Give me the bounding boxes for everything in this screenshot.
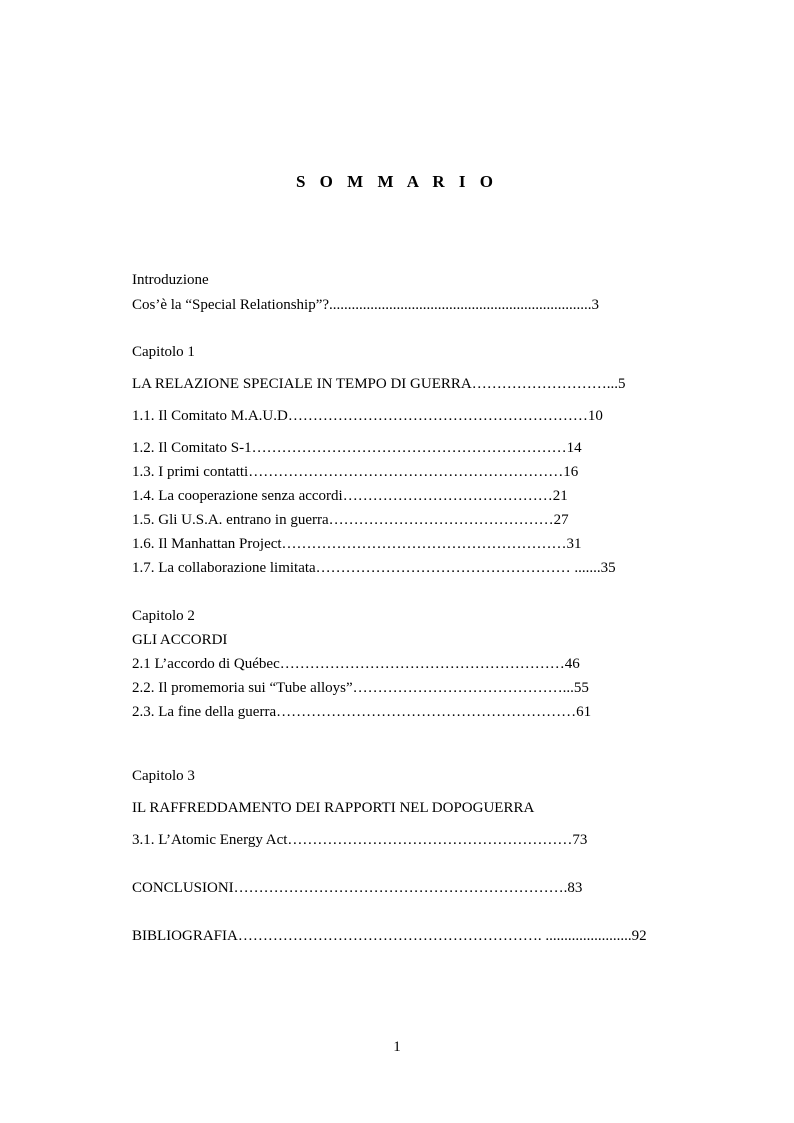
- toc-entry-conclusions[interactable]: CONCLUSIONI………………………………………………………….83: [132, 880, 583, 896]
- toc-entry-intro[interactable]: Cos’è la “Special Relationship”?......................................................................3: [132, 297, 600, 313]
- chapter-2-heading: Capitolo 2: [132, 608, 195, 624]
- toc-entry-1-2[interactable]: 1.2. Il Comitato S-1………………………………………………………14: [132, 440, 582, 456]
- toc-entry-1-1[interactable]: 1.1. Il Comitato M.A.U.D……………………………………………………10: [132, 408, 603, 424]
- toc-entry-bibliography[interactable]: BIBLIOGRAFIA……………………………………………………. .......................92: [132, 928, 647, 944]
- page-title: S O M M A R I O: [295, 172, 499, 191]
- toc-entry-1-4[interactable]: 1.4. La cooperazione senza accordi……………………………………21: [132, 488, 568, 504]
- toc-entry-3-1[interactable]: 3.1. L’Atomic Energy Act…………………………………………………73: [132, 832, 588, 848]
- toc-entry-2-3[interactable]: 2.3. La fine della guerra……………………………………………………61: [132, 704, 592, 720]
- chapter-1-heading: Capitolo 1: [132, 344, 195, 360]
- chapter-3-heading: Capitolo 3: [132, 768, 195, 784]
- page-number: 1: [393, 1039, 401, 1055]
- toc-entry-2-2[interactable]: 2.2. Il promemoria sui “Tube alloys”……………………………………...55: [132, 680, 589, 696]
- toc-entry-chapter-3[interactable]: IL RAFFREDDAMENTO DEI RAPPORTI NEL DOPOGUERRA: [132, 800, 535, 816]
- intro-heading: Introduzione: [132, 272, 209, 288]
- toc-entry-1-7[interactable]: 1.7. La collaborazione limitata…………………………………………… .......35: [132, 560, 616, 576]
- toc-entry-chapter-2[interactable]: GLI ACCORDI: [132, 632, 228, 648]
- toc-entry-1-5[interactable]: 1.5. Gli U.S.A. entrano in guerra………………………………………27: [132, 512, 569, 528]
- toc-entry-chapter-1[interactable]: LA RELAZIONE SPECIALE IN TEMPO DI GUERRA………………………...5: [132, 376, 626, 392]
- toc-entry-1-6[interactable]: 1.6. Il Manhattan Project…………………………………………………31: [132, 536, 582, 552]
- toc-entry-1-3[interactable]: 1.3. I primi contatti………………………………………………………16: [132, 464, 579, 480]
- toc-entry-2-1[interactable]: 2.1 L’accordo di Québec…………………………………………………46: [132, 656, 580, 672]
